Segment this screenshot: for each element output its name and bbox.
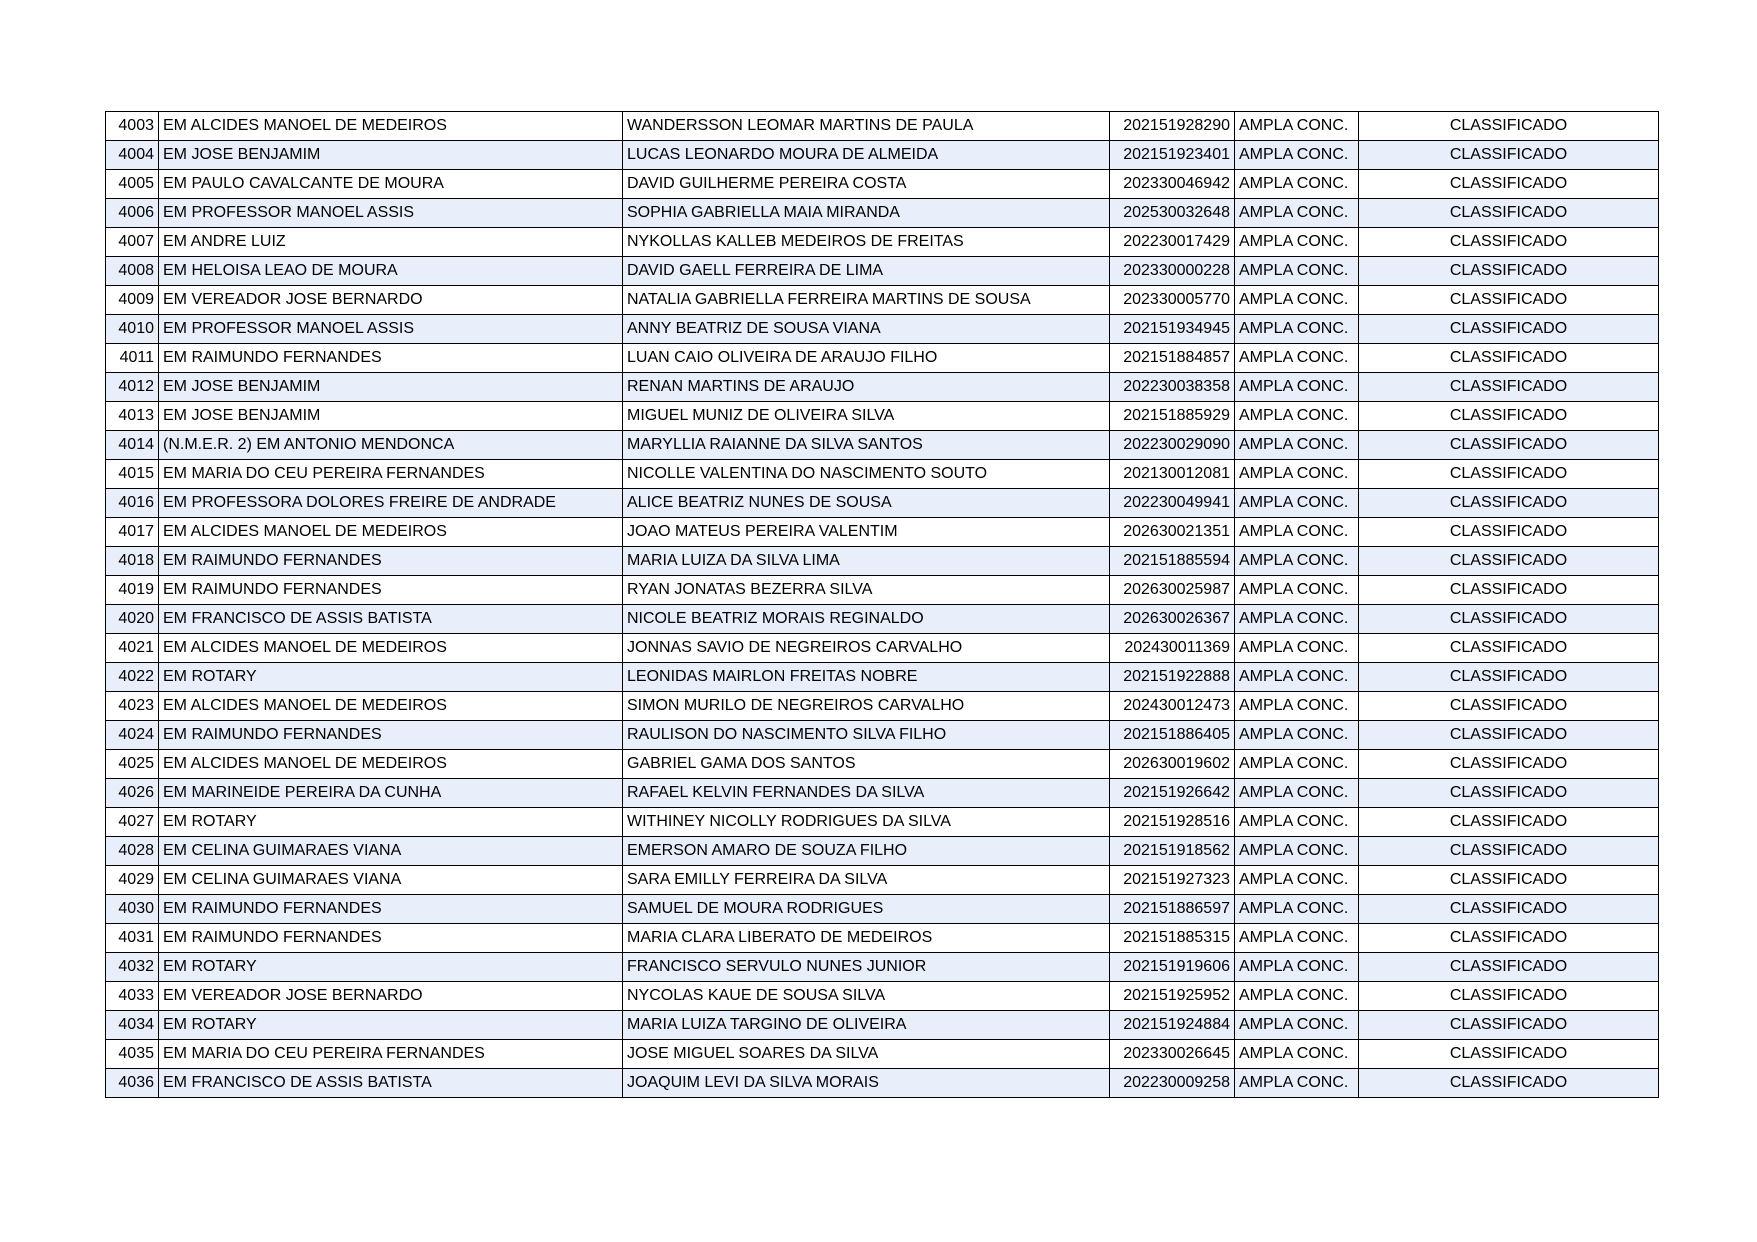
- registration-code: 202151926642: [1110, 779, 1235, 808]
- student-name: MARYLLIA RAIANNE DA SILVA SANTOS: [623, 431, 1110, 460]
- category: AMPLA CONC.: [1235, 779, 1359, 808]
- registration-code: 202151885315: [1110, 924, 1235, 953]
- school-name: EM VEREADOR JOSE BERNARDO: [159, 982, 623, 1011]
- student-name: EMERSON AMARO DE SOUZA FILHO: [623, 837, 1110, 866]
- row-number: 4006: [106, 199, 159, 228]
- status: CLASSIFICADO: [1359, 257, 1659, 286]
- status: CLASSIFICADO: [1359, 779, 1659, 808]
- registration-code: 202151885594: [1110, 547, 1235, 576]
- row-number: 4016: [106, 489, 159, 518]
- category: AMPLA CONC.: [1235, 1011, 1359, 1040]
- student-name: MARIA LUIZA TARGINO DE OLIVEIRA: [623, 1011, 1110, 1040]
- category: AMPLA CONC.: [1235, 373, 1359, 402]
- school-name: EM PROFESSOR MANOEL ASSIS: [159, 199, 623, 228]
- school-name: EM RAIMUNDO FERNANDES: [159, 721, 623, 750]
- status: CLASSIFICADO: [1359, 431, 1659, 460]
- row-number: 4022: [106, 663, 159, 692]
- registration-code: 202230029090: [1110, 431, 1235, 460]
- table-row: [106, 605, 1659, 634]
- school-name: EM RAIMUNDO FERNANDES: [159, 547, 623, 576]
- school-name: EM ALCIDES MANOEL DE MEDEIROS: [159, 112, 623, 141]
- student-name: SARA EMILLY FERREIRA DA SILVA: [623, 866, 1110, 895]
- category: AMPLA CONC.: [1235, 286, 1359, 315]
- category: AMPLA CONC.: [1235, 199, 1359, 228]
- student-name: JOAO MATEUS PEREIRA VALENTIM: [623, 518, 1110, 547]
- row-number: 4007: [106, 228, 159, 257]
- status: CLASSIFICADO: [1359, 547, 1659, 576]
- row-number: 4004: [106, 141, 159, 170]
- registration-code: 202230017429: [1110, 228, 1235, 257]
- school-name: EM RAIMUNDO FERNANDES: [159, 344, 623, 373]
- category: AMPLA CONC.: [1235, 750, 1359, 779]
- status: CLASSIFICADO: [1359, 953, 1659, 982]
- table-row: [106, 518, 1659, 547]
- category: AMPLA CONC.: [1235, 982, 1359, 1011]
- category: AMPLA CONC.: [1235, 721, 1359, 750]
- student-name: JONNAS SAVIO DE NEGREIROS CARVALHO: [623, 634, 1110, 663]
- student-name: RAFAEL KELVIN FERNANDES DA SILVA: [623, 779, 1110, 808]
- status: CLASSIFICADO: [1359, 692, 1659, 721]
- student-name: NATALIA GABRIELLA FERREIRA MARTINS DE SOUSA: [623, 286, 1110, 315]
- category: AMPLA CONC.: [1235, 953, 1359, 982]
- table-row: [106, 344, 1659, 373]
- school-name: EM FRANCISCO DE ASSIS BATISTA: [159, 1069, 623, 1098]
- school-name: EM JOSE BENJAMIM: [159, 141, 623, 170]
- student-name: NICOLLE VALENTINA DO NASCIMENTO SOUTO: [623, 460, 1110, 489]
- status: CLASSIFICADO: [1359, 141, 1659, 170]
- table-row: [106, 808, 1659, 837]
- category: AMPLA CONC.: [1235, 315, 1359, 344]
- category: AMPLA CONC.: [1235, 344, 1359, 373]
- student-name: RAULISON DO NASCIMENTO SILVA FILHO: [623, 721, 1110, 750]
- table-row: [106, 895, 1659, 924]
- status: CLASSIFICADO: [1359, 199, 1659, 228]
- row-number: 4024: [106, 721, 159, 750]
- row-number: 4029: [106, 866, 159, 895]
- registration-code: 202630021351: [1110, 518, 1235, 547]
- registration-code: 202530032648: [1110, 199, 1235, 228]
- table-row: [106, 402, 1659, 431]
- school-name: EM RAIMUNDO FERNANDES: [159, 895, 623, 924]
- student-name: DAVID GAELL FERREIRA DE LIMA: [623, 257, 1110, 286]
- category: AMPLA CONC.: [1235, 1069, 1359, 1098]
- registration-code: 202151886405: [1110, 721, 1235, 750]
- student-name: WITHINEY NICOLLY RODRIGUES DA SILVA: [623, 808, 1110, 837]
- registration-code: 202151922888: [1110, 663, 1235, 692]
- status: CLASSIFICADO: [1359, 750, 1659, 779]
- category: AMPLA CONC.: [1235, 489, 1359, 518]
- table-row: [106, 170, 1659, 199]
- school-name: (N.M.E.R. 2) EM ANTONIO MENDONCA: [159, 431, 623, 460]
- status: CLASSIFICADO: [1359, 228, 1659, 257]
- row-number: 4011: [106, 344, 159, 373]
- status: CLASSIFICADO: [1359, 315, 1659, 344]
- row-number: 4003: [106, 112, 159, 141]
- table-row: [106, 866, 1659, 895]
- table-row: [106, 1040, 1659, 1069]
- table-row: [106, 924, 1659, 953]
- student-name: SAMUEL DE MOURA RODRIGUES: [623, 895, 1110, 924]
- school-name: EM ALCIDES MANOEL DE MEDEIROS: [159, 692, 623, 721]
- row-number: 4018: [106, 547, 159, 576]
- status: CLASSIFICADO: [1359, 982, 1659, 1011]
- school-name: EM ROTARY: [159, 1011, 623, 1040]
- row-number: 4033: [106, 982, 159, 1011]
- status: CLASSIFICADO: [1359, 663, 1659, 692]
- registration-code: 202151924884: [1110, 1011, 1235, 1040]
- school-name: EM ALCIDES MANOEL DE MEDEIROS: [159, 634, 623, 663]
- status: CLASSIFICADO: [1359, 808, 1659, 837]
- row-number: 4036: [106, 1069, 159, 1098]
- row-number: 4020: [106, 605, 159, 634]
- table-row: [106, 431, 1659, 460]
- school-name: EM VEREADOR JOSE BERNARDO: [159, 286, 623, 315]
- student-name: MARIA LUIZA DA SILVA LIMA: [623, 547, 1110, 576]
- status: CLASSIFICADO: [1359, 895, 1659, 924]
- row-number: 4026: [106, 779, 159, 808]
- results-table: [105, 111, 1659, 1098]
- row-number: 4030: [106, 895, 159, 924]
- status: CLASSIFICADO: [1359, 286, 1659, 315]
- status: CLASSIFICADO: [1359, 837, 1659, 866]
- status: CLASSIFICADO: [1359, 1069, 1659, 1098]
- table-row: [106, 547, 1659, 576]
- table-row: [106, 199, 1659, 228]
- registration-code: 202630019602: [1110, 750, 1235, 779]
- registration-code: 202151884857: [1110, 344, 1235, 373]
- category: AMPLA CONC.: [1235, 866, 1359, 895]
- student-name: ALICE BEATRIZ NUNES DE SOUSA: [623, 489, 1110, 518]
- table-row: [106, 634, 1659, 663]
- row-number: 4009: [106, 286, 159, 315]
- table-row: [106, 257, 1659, 286]
- category: AMPLA CONC.: [1235, 547, 1359, 576]
- school-name: EM ROTARY: [159, 808, 623, 837]
- student-name: LEONIDAS MAIRLON FREITAS NOBRE: [623, 663, 1110, 692]
- school-name: EM RAIMUNDO FERNANDES: [159, 576, 623, 605]
- table-row: [106, 373, 1659, 402]
- category: AMPLA CONC.: [1235, 605, 1359, 634]
- table-row: [106, 692, 1659, 721]
- registration-code: 202151925952: [1110, 982, 1235, 1011]
- registration-code: 202151928290: [1110, 112, 1235, 141]
- row-number: 4035: [106, 1040, 159, 1069]
- registration-code: 202330026645: [1110, 1040, 1235, 1069]
- student-name: RYAN JONATAS BEZERRA SILVA: [623, 576, 1110, 605]
- category: AMPLA CONC.: [1235, 460, 1359, 489]
- category: AMPLA CONC.: [1235, 634, 1359, 663]
- row-number: 4027: [106, 808, 159, 837]
- registration-code: 202630025987: [1110, 576, 1235, 605]
- category: AMPLA CONC.: [1235, 518, 1359, 547]
- table-row: [106, 576, 1659, 605]
- table-row: [106, 663, 1659, 692]
- row-number: 4032: [106, 953, 159, 982]
- registration-code: 202430011369: [1110, 634, 1235, 663]
- registration-code: 202151927323: [1110, 866, 1235, 895]
- student-name: FRANCISCO SERVULO NUNES JUNIOR: [623, 953, 1110, 982]
- registration-code: 202130012081: [1110, 460, 1235, 489]
- status: CLASSIFICADO: [1359, 489, 1659, 518]
- student-name: GABRIEL GAMA DOS SANTOS: [623, 750, 1110, 779]
- row-number: 4014: [106, 431, 159, 460]
- table-row: [106, 460, 1659, 489]
- table-row: [106, 141, 1659, 170]
- row-number: 4034: [106, 1011, 159, 1040]
- status: CLASSIFICADO: [1359, 1011, 1659, 1040]
- school-name: EM FRANCISCO DE ASSIS BATISTA: [159, 605, 623, 634]
- student-name: RENAN MARTINS DE ARAUJO: [623, 373, 1110, 402]
- school-name: EM MARIA DO CEU PEREIRA FERNANDES: [159, 460, 623, 489]
- row-number: 4031: [106, 924, 159, 953]
- category: AMPLA CONC.: [1235, 170, 1359, 199]
- status: CLASSIFICADO: [1359, 721, 1659, 750]
- table-row: [106, 286, 1659, 315]
- status: CLASSIFICADO: [1359, 402, 1659, 431]
- category: AMPLA CONC.: [1235, 895, 1359, 924]
- registration-code: 202151923401: [1110, 141, 1235, 170]
- category: AMPLA CONC.: [1235, 808, 1359, 837]
- row-number: 4013: [106, 402, 159, 431]
- student-name: DAVID GUILHERME PEREIRA COSTA: [623, 170, 1110, 199]
- status: CLASSIFICADO: [1359, 866, 1659, 895]
- school-name: EM CELINA GUIMARAES VIANA: [159, 837, 623, 866]
- registration-code: 202151886597: [1110, 895, 1235, 924]
- student-name: SIMON MURILO DE NEGREIROS CARVALHO: [623, 692, 1110, 721]
- school-name: EM MARIA DO CEU PEREIRA FERNANDES: [159, 1040, 623, 1069]
- school-name: EM ANDRE LUIZ: [159, 228, 623, 257]
- registration-code: 202230049941: [1110, 489, 1235, 518]
- school-name: EM ROTARY: [159, 953, 623, 982]
- status: CLASSIFICADO: [1359, 605, 1659, 634]
- school-name: EM ALCIDES MANOEL DE MEDEIROS: [159, 750, 623, 779]
- category: AMPLA CONC.: [1235, 1040, 1359, 1069]
- table-row: [106, 489, 1659, 518]
- school-name: EM ALCIDES MANOEL DE MEDEIROS: [159, 518, 623, 547]
- table-row: [106, 315, 1659, 344]
- row-number: 4005: [106, 170, 159, 199]
- registration-code: 202151885929: [1110, 402, 1235, 431]
- registration-code: 202430012473: [1110, 692, 1235, 721]
- registration-code: 202151928516: [1110, 808, 1235, 837]
- status: CLASSIFICADO: [1359, 576, 1659, 605]
- status: CLASSIFICADO: [1359, 170, 1659, 199]
- registration-code: 202330000228: [1110, 257, 1235, 286]
- status: CLASSIFICADO: [1359, 1040, 1659, 1069]
- category: AMPLA CONC.: [1235, 112, 1359, 141]
- results-table-body: [106, 112, 1659, 1098]
- table-row: [106, 1069, 1659, 1098]
- table-row: [106, 982, 1659, 1011]
- student-name: MIGUEL MUNIZ DE OLIVEIRA SILVA: [623, 402, 1110, 431]
- table-row: [106, 750, 1659, 779]
- status: CLASSIFICADO: [1359, 460, 1659, 489]
- student-name: LUCAS LEONARDO MOURA DE ALMEIDA: [623, 141, 1110, 170]
- school-name: EM JOSE BENJAMIM: [159, 373, 623, 402]
- student-name: ANNY BEATRIZ DE SOUSA VIANA: [623, 315, 1110, 344]
- status: CLASSIFICADO: [1359, 518, 1659, 547]
- student-name: SOPHIA GABRIELLA MAIA MIRANDA: [623, 199, 1110, 228]
- registration-code: 202230038358: [1110, 373, 1235, 402]
- table-row: [106, 779, 1659, 808]
- category: AMPLA CONC.: [1235, 663, 1359, 692]
- school-name: EM JOSE BENJAMIM: [159, 402, 623, 431]
- student-name: NYKOLLAS KALLEB MEDEIROS DE FREITAS: [623, 228, 1110, 257]
- row-number: 4008: [106, 257, 159, 286]
- row-number: 4023: [106, 692, 159, 721]
- school-name: EM RAIMUNDO FERNANDES: [159, 924, 623, 953]
- category: AMPLA CONC.: [1235, 402, 1359, 431]
- student-name: WANDERSSON LEOMAR MARTINS DE PAULA: [623, 112, 1110, 141]
- table-row: [106, 1011, 1659, 1040]
- row-number: 4010: [106, 315, 159, 344]
- registration-code: 202330046942: [1110, 170, 1235, 199]
- registration-code: 202151919606: [1110, 953, 1235, 982]
- category: AMPLA CONC.: [1235, 431, 1359, 460]
- registration-code: 202630026367: [1110, 605, 1235, 634]
- school-name: EM PROFESSORA DOLORES FREIRE DE ANDRADE: [159, 489, 623, 518]
- school-name: EM PROFESSOR MANOEL ASSIS: [159, 315, 623, 344]
- registration-code: 202330005770: [1110, 286, 1235, 315]
- category: AMPLA CONC.: [1235, 228, 1359, 257]
- row-number: 4017: [106, 518, 159, 547]
- school-name: EM MARINEIDE PEREIRA DA CUNHA: [159, 779, 623, 808]
- table-row: [106, 112, 1659, 141]
- table-row: [106, 721, 1659, 750]
- category: AMPLA CONC.: [1235, 576, 1359, 605]
- status: CLASSIFICADO: [1359, 344, 1659, 373]
- student-name: JOAQUIM LEVI DA SILVA MORAIS: [623, 1069, 1110, 1098]
- school-name: EM ROTARY: [159, 663, 623, 692]
- category: AMPLA CONC.: [1235, 141, 1359, 170]
- registration-code: 202151918562: [1110, 837, 1235, 866]
- school-name: EM HELOISA LEAO DE MOURA: [159, 257, 623, 286]
- student-name: JOSE MIGUEL SOARES DA SILVA: [623, 1040, 1110, 1069]
- table-row: [106, 953, 1659, 982]
- category: AMPLA CONC.: [1235, 837, 1359, 866]
- registration-code: 202230009258: [1110, 1069, 1235, 1098]
- student-name: MARIA CLARA LIBERATO DE MEDEIROS: [623, 924, 1110, 953]
- student-name: NYCOLAS KAUE DE SOUSA SILVA: [623, 982, 1110, 1011]
- status: CLASSIFICADO: [1359, 634, 1659, 663]
- category: AMPLA CONC.: [1235, 257, 1359, 286]
- row-number: 4025: [106, 750, 159, 779]
- student-name: NICOLE BEATRIZ MORAIS REGINALDO: [623, 605, 1110, 634]
- status: CLASSIFICADO: [1359, 924, 1659, 953]
- row-number: 4028: [106, 837, 159, 866]
- row-number: 4015: [106, 460, 159, 489]
- student-name: LUAN CAIO OLIVEIRA DE ARAUJO FILHO: [623, 344, 1110, 373]
- table-row: [106, 837, 1659, 866]
- category: AMPLA CONC.: [1235, 692, 1359, 721]
- row-number: 4019: [106, 576, 159, 605]
- status: CLASSIFICADO: [1359, 373, 1659, 402]
- category: AMPLA CONC.: [1235, 924, 1359, 953]
- status: CLASSIFICADO: [1359, 112, 1659, 141]
- school-name: EM CELINA GUIMARAES VIANA: [159, 866, 623, 895]
- row-number: 4021: [106, 634, 159, 663]
- row-number: 4012: [106, 373, 159, 402]
- registration-code: 202151934945: [1110, 315, 1235, 344]
- document-page: [105, 111, 1658, 1098]
- table-row: [106, 228, 1659, 257]
- school-name: EM PAULO CAVALCANTE DE MOURA: [159, 170, 623, 199]
